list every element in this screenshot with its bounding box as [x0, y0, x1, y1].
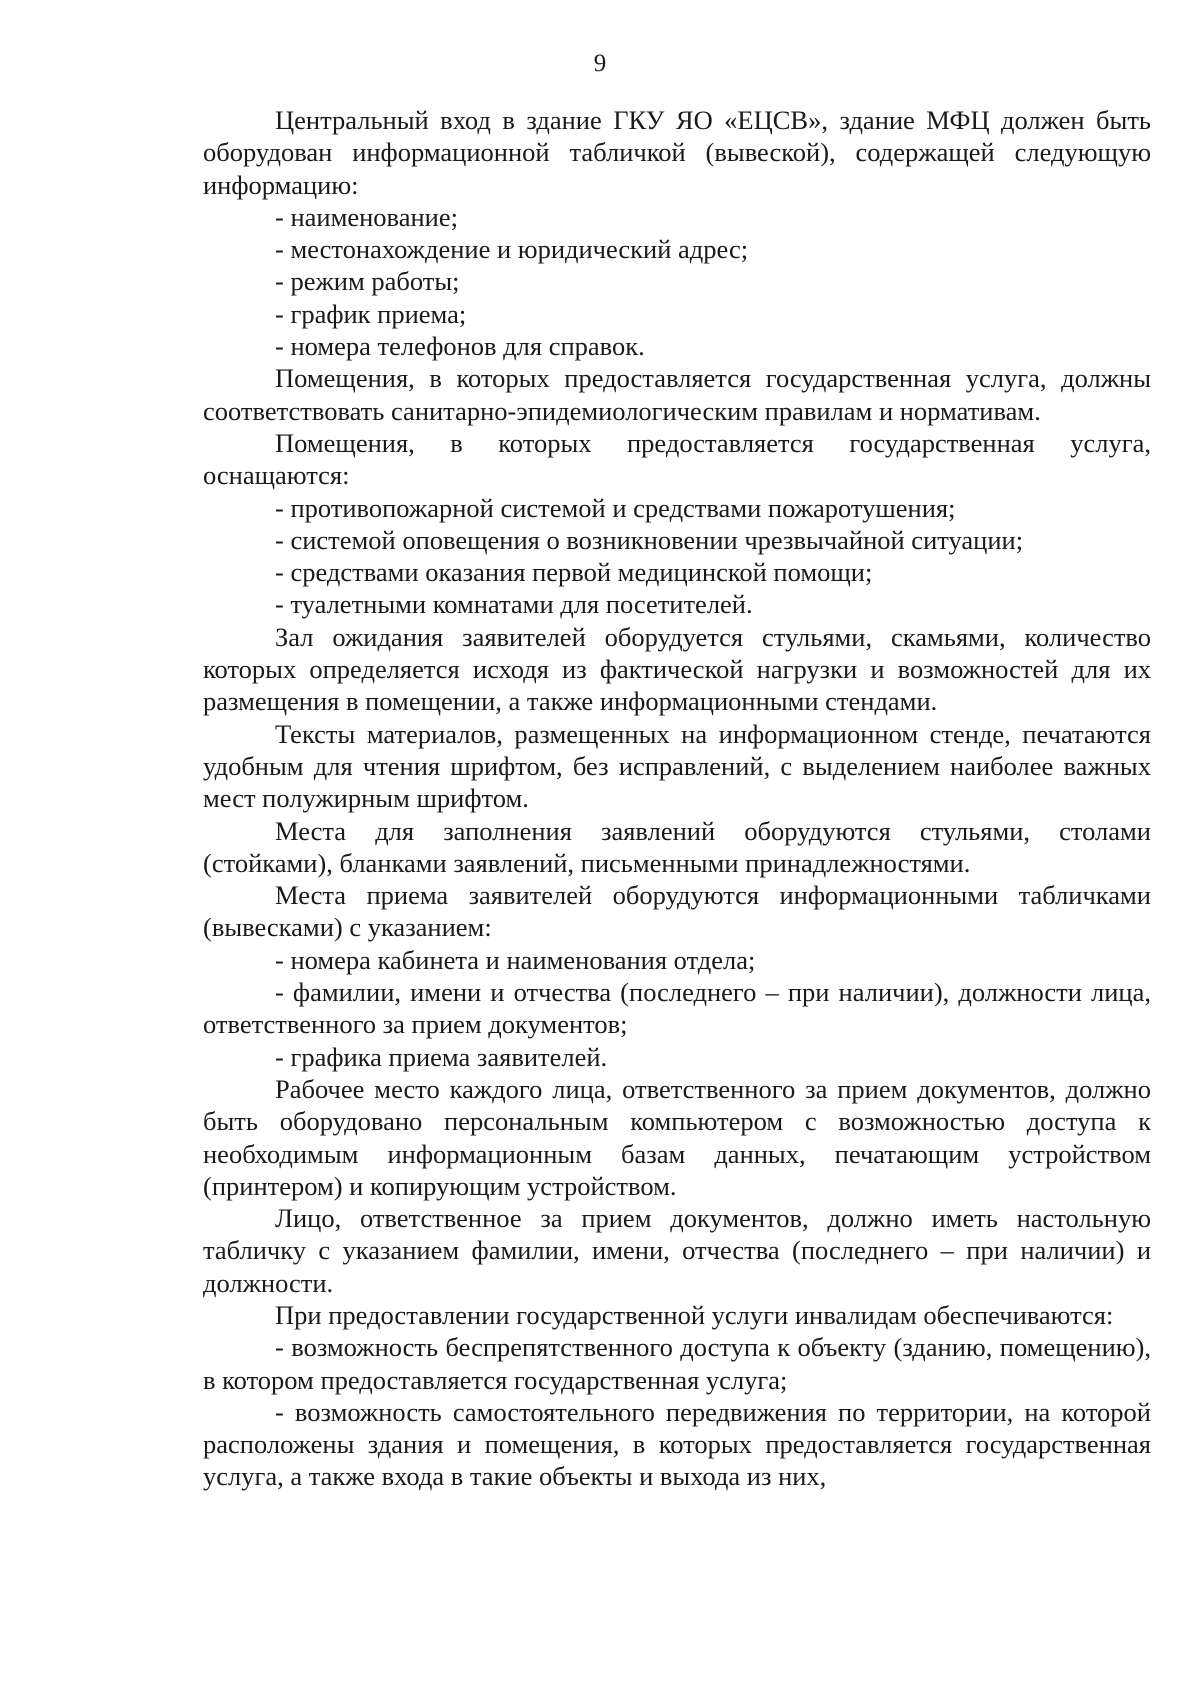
- list-item: - противопожарной системой и средствами пожаротушения;: [275, 492, 956, 523]
- list-item: - средствами оказания первой медицинской помощи;: [275, 557, 873, 588]
- paragraph-disabled-access: При предоставлении государственной услуги инвалидам обеспечиваются:: [275, 1299, 1114, 1330]
- paragraph-desk-sign: Лицо, ответственное за прием документов, должно иметь настольную табличку с указанием фамилии, имени, отчества (последнего – при наличии) и должности.: [203, 1203, 1151, 1298]
- list-item: - график приема;: [275, 298, 467, 329]
- paragraph-equipment: Помещения, в которых предоставляется государственная услуга, оснащаются:: [203, 427, 1151, 491]
- list-item: - возможность беспрепятственного доступа к объекту (зданию, помещению), в котором предоставляется государственная услуга;: [203, 1332, 1151, 1395]
- paragraph-reception-signs: Места приема заявителей оборудуются информационными табличками (вывесками) с указанием:: [203, 880, 1151, 943]
- paragraph-sanitary-rules: Помещения, в которых предоставляется государственная услуга, должны соответствовать санитарно-эпидемиологическим правилам и нормативам.: [203, 363, 1151, 426]
- list-item: - наименование;: [275, 201, 458, 232]
- document-body: [203, 104, 1151, 1493]
- list-item: - системой оповещения о возникновении чрезвычайной ситуации;: [275, 524, 1024, 555]
- list-item: - местонахождение и юридический адрес;: [275, 234, 749, 265]
- list-item: - туалетными комнатами для посетителей.: [275, 589, 753, 620]
- paragraph-entrance-sign: Центральный вход в здание ГКУ ЯО «ЕЦСВ», здание МФЦ должен быть оборудован информационной табличкой (вывеской), содержащей следующую информацию:: [203, 105, 1151, 200]
- list-item: - возможность самостоятельного передвижения по территории, на которой расположены здания и помещения, в которых предоставляется государственная услуга, а также входа в такие объекты и выхода из них,: [203, 1396, 1151, 1492]
- paragraph-workplace: Рабочее место каждого лица, ответственного за прием документов, должно быть оборудовано персональным компьютером с возможностью доступа к необходимым информационным базам данных, печатающим устройством (принтером) и копирующим устройством.: [203, 1073, 1151, 1201]
- paragraph-waiting-hall: Зал ожидания заявителей оборудуется стульями, скамьями, количество которых определяется исходя из фактической нагрузки и возможностей для их размещения в помещении, а также информационными стендами.: [203, 621, 1151, 717]
- list-item: - номера кабинета и наименования отдела;: [275, 944, 756, 975]
- list-item: - номера телефонов для справок.: [275, 331, 645, 362]
- paragraph-info-stand: Тексты материалов, размещенных на информационном стенде, печатаются удобным для чтения шрифтом, без исправлений, с выделением наиболее важных мест полужирным шрифтом.: [203, 718, 1151, 814]
- list-item: - режим работы;: [275, 266, 460, 297]
- page-number: 9: [593, 50, 607, 77]
- list-item: - графика приема заявителей.: [275, 1041, 608, 1072]
- paragraph-application-desks: Места для заполнения заявлений оборудуются стульями, столами (стойками), бланками заявлений, письменными принадлежностями.: [203, 815, 1151, 878]
- list-item: - фамилии, имени и отчества (последнего – при наличии), должности лица, ответственного за прием документов;: [203, 977, 1151, 1040]
